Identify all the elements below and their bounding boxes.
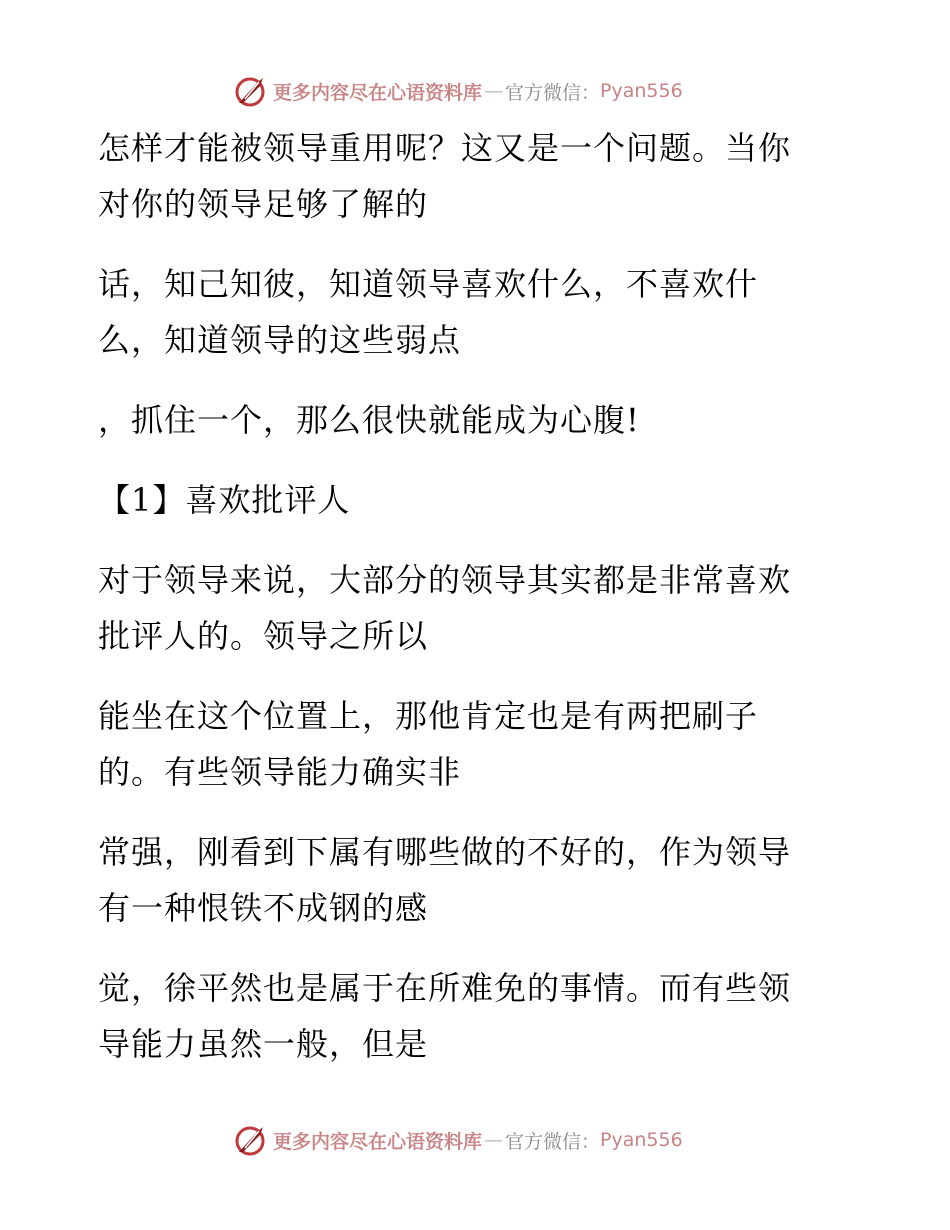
paragraph-line: 对于领导来说，大部分的领导其实都是非常喜欢 <box>98 561 792 599</box>
paragraph-line: 常强，刚看到下属有哪些做的不好的，作为领导 <box>98 833 792 871</box>
paragraph <box>98 688 838 800</box>
document-body <box>98 120 838 1096</box>
banner-brand: 更多内容尽在心语资料库 <box>273 81 483 104</box>
paragraph-line: ，抓住一个，那么很快就能成为心腹! <box>98 401 640 439</box>
banner-wechat-id: Pyan556 <box>600 1129 683 1151</box>
quill-pen-logo-icon <box>233 73 269 109</box>
paragraph-line: 导能力虽然一般，但是 <box>98 1025 429 1063</box>
paragraph <box>98 960 838 1072</box>
banner-label: 官方微信： <box>505 1130 601 1153</box>
banner-separator: — <box>484 1129 504 1151</box>
paragraph <box>98 552 838 664</box>
paragraph-line: 怎样才能被领导重用呢？这又是一个问题。当你 <box>98 129 792 167</box>
paragraph <box>98 256 838 368</box>
paragraph-line: 批评人的。领导之所以 <box>98 617 429 655</box>
footer-banner <box>233 1120 683 1160</box>
paragraph-line: 么，知道领导的这些弱点 <box>98 321 462 359</box>
paragraph-line: 能坐在这个位置上，那他肯定也是有两把刷子 <box>98 697 759 735</box>
banner-separator: — <box>484 80 504 102</box>
paragraph <box>98 120 838 232</box>
banner-wechat-id: Pyan556 <box>600 80 683 102</box>
section-heading <box>98 472 838 528</box>
paragraph-line: 的。有些领导能力确实非 <box>98 753 462 791</box>
paragraph-line: 有一种恨铁不成钢的感 <box>98 889 429 927</box>
paragraph <box>98 824 838 936</box>
banner-brand: 更多内容尽在心语资料库 <box>273 1130 483 1153</box>
paragraph-line: 觉，徐平然也是属于在所难免的事情。而有些领 <box>98 969 792 1007</box>
banner-label: 官方微信： <box>505 81 601 104</box>
quill-pen-logo-icon <box>233 1122 269 1158</box>
header-banner <box>233 71 683 111</box>
paragraph <box>98 392 838 448</box>
paragraph-line: 对你的领导足够了解的 <box>98 185 429 223</box>
section-heading-text: 【1】喜欢批评人 <box>98 481 351 519</box>
paragraph-line: 话，知己知彼，知道领导喜欢什么，不喜欢什 <box>98 265 759 303</box>
